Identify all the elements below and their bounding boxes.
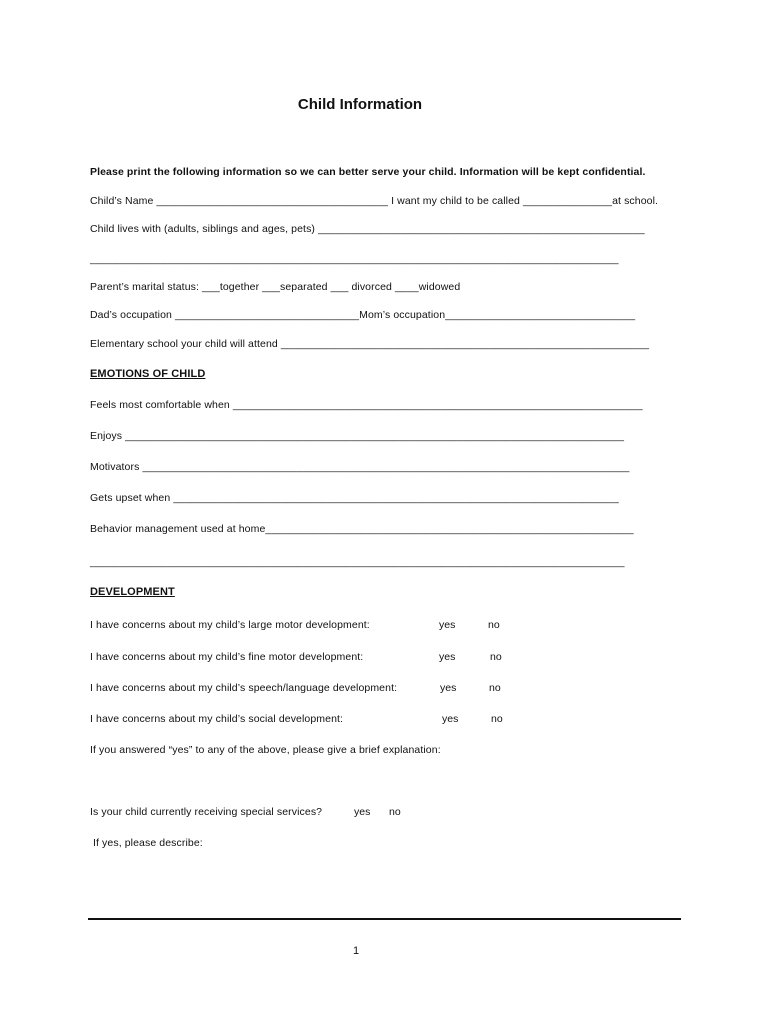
social-no[interactable]: no [491, 713, 503, 725]
behavior-continuation-line[interactable]: __________________________________________________________________________________________ [90, 556, 625, 568]
special-services-question: Is your child currently receiving special services? [90, 806, 323, 818]
fine-motor-no[interactable]: no [490, 651, 502, 663]
comfortable-line[interactable]: Feels most comfortable when _____________________________________________________________________ [90, 399, 643, 411]
speech-language-question: I have concerns about my child’s speech/language development: [90, 682, 398, 694]
footer-divider [88, 918, 681, 920]
enjoys-line[interactable]: Enjoys ____________________________________________________________________________________ [90, 430, 625, 442]
special-services-yes[interactable]: yes [354, 806, 371, 818]
lives-with-continuation-line[interactable]: _________________________________________________________________________________________ [90, 253, 619, 265]
fine-motor-question: I have concerns about my child’s fine motor development: [90, 651, 364, 663]
development-heading: DEVELOPMENT [90, 586, 175, 598]
social-yes[interactable]: yes [442, 713, 459, 725]
speech-language-yes[interactable]: yes [440, 682, 457, 694]
elementary-school-line[interactable]: Elementary school your child will attend ______________________________________________________________ [90, 338, 650, 350]
large-motor-question: I have concerns about my child’s large motor development: [90, 619, 370, 631]
occupations-line[interactable]: Dad’s occupation _______________________________Mom’s occupation________________________________ [90, 309, 636, 321]
behavior-line[interactable]: Behavior management used at home______________________________________________________________ [90, 523, 634, 535]
speech-language-no[interactable]: no [489, 682, 501, 694]
page-number: 1 [353, 945, 360, 957]
upset-line[interactable]: Gets upset when ___________________________________________________________________________ [90, 492, 619, 504]
page-title: Child Information [297, 96, 423, 113]
intro-text: Please print the following information so we can better serve your child. Information will be kept confidential. [90, 166, 646, 178]
describe-prompt: If yes, please describe: [93, 837, 203, 849]
fine-motor-yes[interactable]: yes [439, 651, 456, 663]
lives-with-line[interactable]: Child lives with (adults, siblings and ages, pets) _______________________________________________________ [90, 223, 645, 235]
large-motor-no[interactable]: no [488, 619, 500, 631]
special-services-no[interactable]: no [389, 806, 401, 818]
motivators-line[interactable]: Motivators __________________________________________________________________________________ [90, 461, 630, 473]
marital-status-line[interactable]: Parent’s marital status: ___together ___separated ___ divorced ____widowed [90, 281, 461, 293]
child-name-line[interactable]: Child’s Name _______________________________________ I want my child to be called _______________at school. [90, 195, 659, 207]
social-question: I have concerns about my child’s social development: [90, 713, 344, 725]
explanation-prompt: If you answered “yes” to any of the above, please give a brief explanation: [90, 744, 441, 756]
emotions-heading: EMOTIONS OF CHILD [90, 368, 206, 380]
large-motor-yes[interactable]: yes [439, 619, 456, 631]
